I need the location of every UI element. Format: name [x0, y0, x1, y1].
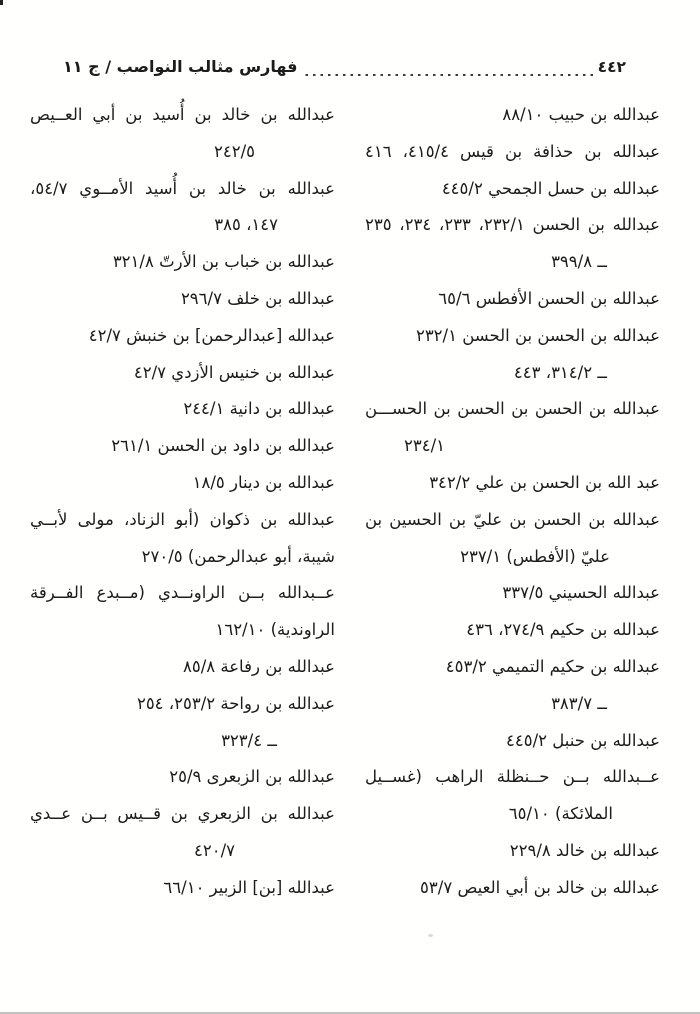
- index-entry: عبدالله بن الحسن بن الحسن ٢٣٢/١: [415, 325, 660, 345]
- index-entry: عبد الله بن الحسن بن علي ٣٤٢/٢: [429, 472, 660, 492]
- page-title: فهارس مثالب النواصب / ج ١١: [63, 57, 298, 76]
- index-column-right: [365, 97, 660, 907]
- leader-dots: [302, 74, 592, 76]
- index-entry: عبدالله بن حذافة بن قيس ٤١٥/٤، ٤١٦: [365, 141, 660, 161]
- index-entry: عبدالله بن خنيس الأزدي ٤٢/٧: [133, 362, 335, 382]
- index-entry: عبدالله بن حسل الجمحي ٤٤٥/٢: [441, 178, 660, 198]
- index-entry: عبدالله بن الزبعرى ٢٥/٩: [169, 767, 335, 787]
- index-entry: الراوندية) ١٦٢/١٠: [215, 620, 335, 640]
- index-entry: عــبدالله بــن حــنظلة الراهب (غســيل: [365, 767, 660, 787]
- index-entry: عبدالله بن حكيم ٢٧٤/٩، ٤٣٦: [466, 620, 660, 640]
- index-columns: [30, 97, 660, 907]
- index-entry: عبدالله بن رفاعة ٨٥/٨: [182, 656, 335, 676]
- index-entry: عبدالله بن دانية ٢٤٤/١: [183, 399, 335, 419]
- running-head: [63, 52, 626, 82]
- index-entry: عليّ (الأفطس) ٢٣٧/١: [460, 546, 610, 566]
- index-entry: عبدالله بن رواحة ٢٥٣/٢، ٢٥٤: [136, 693, 335, 713]
- index-entry: عبدالله بن الحسن بن عليّ بن الحسين بن: [365, 509, 660, 529]
- index-entry: عبدالله بن الحسن بن الحسن بن الحســـن: [365, 399, 660, 419]
- index-entry: عبدالله بن خالد بن أُسيد بن أبي العــيص: [30, 105, 335, 124]
- index-entry: شيبة، أبو عبدالرحمن) ٢٧٠/٥: [141, 546, 335, 566]
- index-entry: ــ ٣٨٣/٧: [551, 693, 607, 713]
- index-entry: عبدالله بن داود بن الحسن ٢٦١/١: [111, 436, 335, 456]
- index-entry: عــبدالله بــن الراونــدي (مــبدع الفــرقة: [30, 583, 335, 603]
- index-entry: عبدالله بن خالد ٢٢٩/٨: [509, 840, 660, 860]
- index-entry: ٢٣٤/١: [403, 436, 445, 456]
- scan-speck-top-left: [0, 0, 3, 5]
- index-entry: الملائكة) ٦٥/١٠: [508, 804, 613, 824]
- page-number: ٤٤٢: [597, 58, 626, 76]
- index-entry: عبدالله [عبدالرحمن] بن خنبش ٤٢/٧: [88, 325, 335, 345]
- index-column-left: [30, 97, 335, 907]
- index-entry: عبدالله بن الحسن ٢٣٢/١، ٢٣٣، ٢٣٤، ٢٣٥: [365, 215, 660, 235]
- index-entry: عبدالله [بن] الزبير ٦٦/١٠: [163, 877, 335, 897]
- index-entry: ١٤٧، ٣٨٥: [214, 215, 278, 235]
- index-entry: عبدالله بن حكيم التميمي ٤٥٣/٢: [445, 656, 660, 676]
- index-entry: ــ ٣١٤/٢، ٤٤٣: [513, 362, 607, 382]
- index-entry: عبدالله بن حنبل ٤٤٥/٢: [506, 730, 660, 750]
- index-entry: عبدالله الحسيني ٣٣٧/٥: [502, 583, 660, 603]
- index-entry: عبدالله بن حبيب ٨٨/١٠: [502, 105, 660, 124]
- index-entry: ــ ٣٩٩/٨: [551, 252, 607, 272]
- index-entry: عبدالله بن دينار ١٨/٥: [192, 472, 335, 492]
- index-entry: ٤٢٠/٧: [193, 840, 235, 860]
- index-entry: عبدالله بن ذكوان (أبو الزناد، مولى لأبــي: [30, 509, 335, 529]
- index-entry: عبدالله بن الحسن الأفطس ٦٥/٦: [438, 288, 660, 308]
- index-entry: عبدالله بن خلف ٢٩٦/٧: [180, 288, 335, 308]
- index-entry: عبدالله بن خالد بن أُسيد الأمــوي ٥٤/٧،: [30, 178, 335, 198]
- scan-speck: [428, 934, 433, 937]
- index-entry: ــ ٣٢٣/٤: [221, 730, 277, 750]
- index-entry: عبدالله بن الزبعري بن قــيس بــن عــدي: [30, 804, 335, 824]
- index-entry: عبدالله بن خباب بن الأرتّ ٣٢١/٨: [112, 252, 335, 272]
- index-entry: عبدالله بن خالد بن أبي العيص ٥٣/٧: [420, 877, 660, 897]
- index-entry: ٢٤٢/٥: [213, 141, 255, 161]
